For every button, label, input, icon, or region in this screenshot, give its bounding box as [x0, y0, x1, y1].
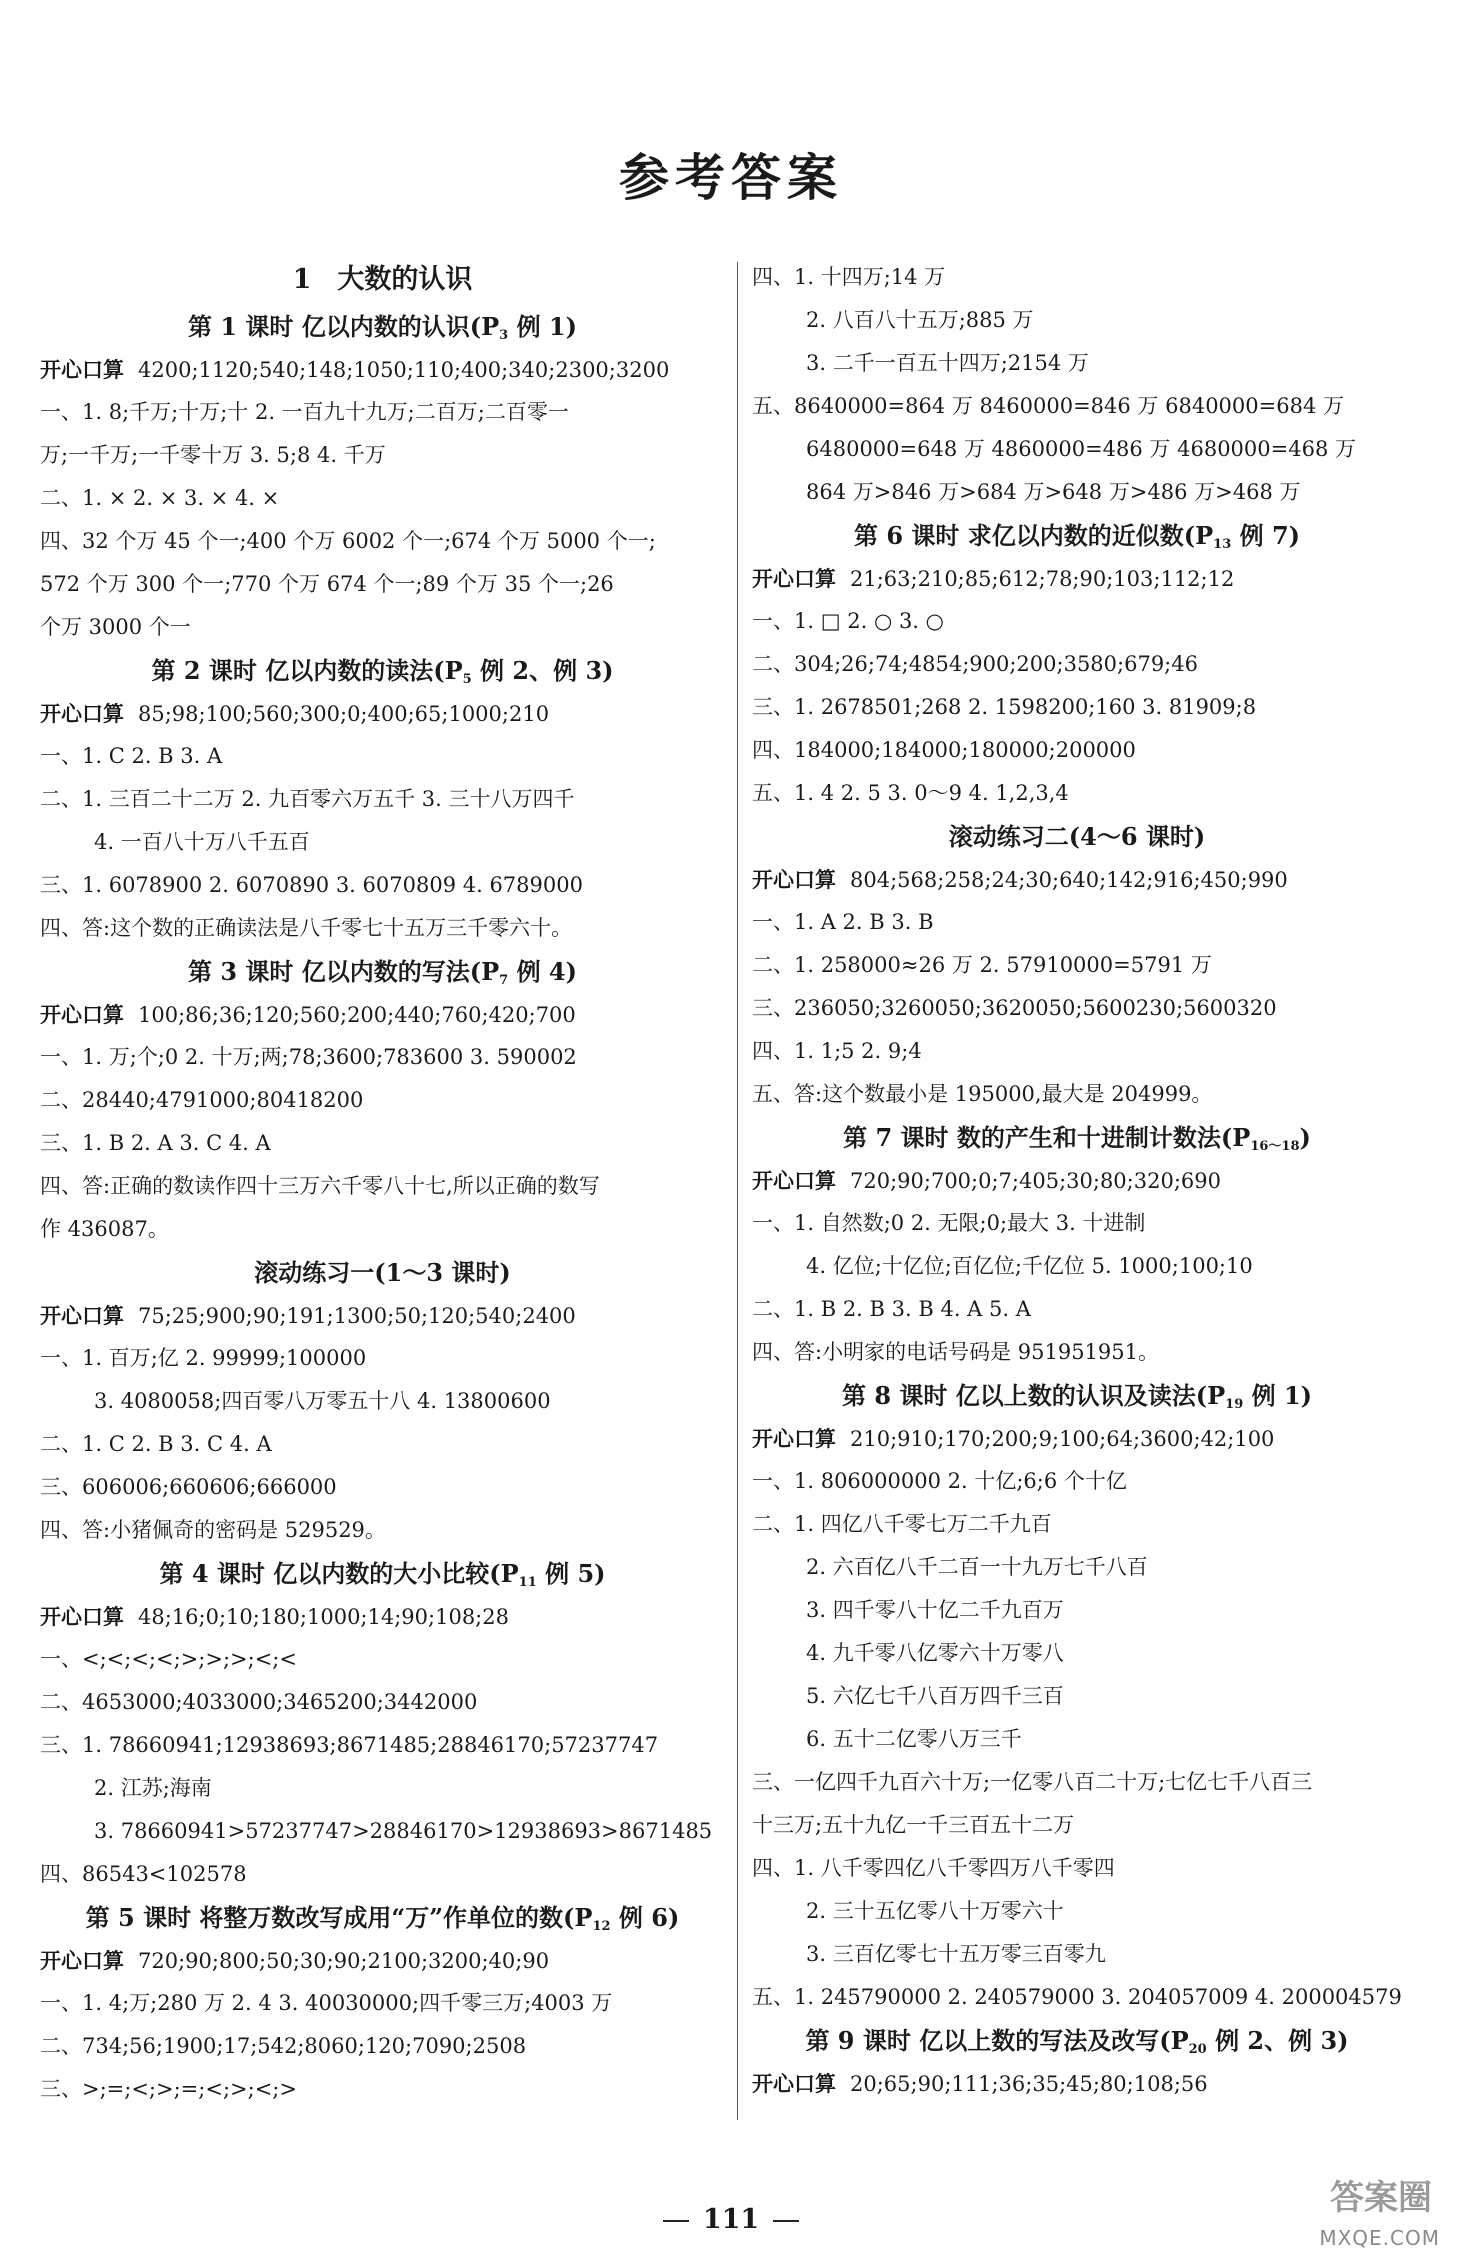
heading-subscript: 3	[499, 328, 509, 343]
answer-line	[752, 1460, 1402, 1503]
heading-text: 第 3 课时 亿以内数的写法(P	[188, 957, 500, 986]
answer-text: 3. 78660941>57237747>28846170>12938693>8671485	[94, 1819, 713, 1843]
answer-line	[752, 901, 1402, 944]
answer-text: 21;63;210;85;612;78;90;103;112;12	[850, 567, 1235, 591]
answer-label: 开心口算	[40, 1948, 124, 1973]
answer-text: 720;90;800;50;30;90;2100;3200;40;90	[138, 1949, 550, 1973]
answer-text: 三、一亿四千九百六十万;一亿零八百二十万;七亿七千八百三	[752, 1770, 1313, 1794]
answer-line	[40, 1939, 725, 1982]
heading-subscript: 16～18	[1250, 1139, 1300, 1154]
answer-label: 开心口算	[752, 2071, 836, 2096]
page-number-text: 111	[702, 2204, 760, 2235]
chapter-heading	[40, 255, 725, 305]
answer-line	[752, 772, 1402, 815]
answer-line	[752, 2062, 1402, 2105]
answer-label: 开心口算	[752, 1426, 836, 1451]
answer-line	[40, 1767, 725, 1810]
answer-text: 一、1. 806000000 2. 十亿;6;6 个十亿	[752, 1469, 1127, 1493]
answer-text: 85;98;100;560;300;0;400;65;1000;210	[138, 702, 550, 726]
answer-line	[40, 1595, 725, 1638]
heading-text-end: 例 5)	[536, 1559, 606, 1588]
answer-line	[40, 907, 725, 950]
answer-text: 864 万>846 万>684 万>648 万>486 万>468 万	[806, 480, 1301, 504]
answer-text: 4. 九千零八亿零六十万零八	[806, 1641, 1064, 1665]
answer-line	[40, 434, 725, 477]
heading-text-end: 例 6)	[610, 1903, 680, 1932]
section-heading	[752, 1374, 1402, 1417]
answer-text: 720;90;700;0;7;405;30;80;320;690	[850, 1169, 1221, 1193]
heading-text: 第 4 课时 亿以内数的大小比较(P	[159, 1559, 519, 1588]
answer-label: 开心口算	[752, 1168, 836, 1193]
dash-left	[663, 2220, 689, 2222]
heading-subscript: 12	[592, 1919, 611, 1934]
answer-line	[40, 1466, 725, 1509]
answer-line	[752, 1890, 1402, 1933]
answer-text: 3. 二千一百五十四万;2154 万	[806, 351, 1089, 375]
answer-text: 6. 五十二亿零八万三千	[806, 1727, 1022, 1751]
answer-line	[752, 1976, 1402, 2019]
answer-text: 三、236050;3260050;3620050;5600230;5600320	[752, 996, 1277, 1020]
answer-label: 开心口算	[40, 1002, 124, 1027]
answer-text: 四、答:小猪佩奇的密码是 529529。	[40, 1518, 386, 1542]
heading-subscript: 5	[462, 672, 472, 687]
answer-line	[40, 391, 725, 434]
answer-line	[752, 1632, 1402, 1675]
heading-text: 滚动练习二(4～6 课时)	[948, 822, 1206, 851]
answer-line	[752, 1804, 1402, 1847]
answer-line	[40, 1079, 725, 1122]
answer-text: 二、4653000;4033000;3465200;3442000	[40, 1690, 478, 1714]
heading-subscript: 7	[499, 973, 509, 988]
answer-text: 一、1. A 2. B 3. B	[752, 910, 934, 934]
answer-line	[752, 944, 1402, 987]
answer-text: 48;16;0;10;180;1000;14;90;108;28	[138, 1605, 509, 1629]
answer-text: 一、1. 4;万;280 万 2. 4 3. 40030000;四千零三万;4003 万	[40, 1991, 613, 2015]
answer-line	[752, 686, 1402, 729]
section-heading	[40, 950, 725, 993]
answer-text: 二、1. C 2. B 3. C 4. A	[40, 1432, 272, 1456]
answer-line	[40, 864, 725, 907]
answer-text: 2. 六百亿八千二百一十九万七千八百	[806, 1555, 1148, 1579]
answer-line	[752, 1503, 1402, 1546]
section-heading	[40, 1251, 725, 1294]
answer-line	[752, 1933, 1402, 1976]
answer-text: 三、1. B 2. A 3. C 4. A	[40, 1131, 271, 1155]
answer-line	[40, 1853, 725, 1896]
answer-line	[40, 1036, 725, 1079]
answer-line	[40, 1294, 725, 1337]
heading-text: 第 5 课时 将整万数改写成用“万”作单位的数(P	[85, 1903, 593, 1932]
answer-line	[40, 2025, 725, 2068]
answer-line	[40, 606, 725, 649]
answer-line	[752, 1030, 1402, 1073]
answer-text: 四、1. 1;5 2. 9;4	[752, 1039, 922, 1063]
answer-text: 2. 江苏;海南	[94, 1776, 212, 1800]
answer-line	[752, 1718, 1402, 1761]
answer-line	[752, 729, 1402, 772]
answer-text: 四、32 个万 45 个一;400 个万 6002 个一;674 个万 5000 个一;	[40, 529, 656, 553]
heading-text-end: 例 2、例 3)	[1206, 2026, 1349, 2055]
answer-text: 二、1. 258000≈26 万 2. 57910000=5791 万	[752, 953, 1212, 977]
answer-line	[40, 778, 725, 821]
answer-line	[752, 557, 1402, 600]
answer-text: 万;一千万;一千零十万 3. 5;8 4. 千万	[40, 443, 386, 467]
answer-text: 二、28440;4791000;80418200	[40, 1088, 364, 1112]
answer-line	[40, 993, 725, 1036]
answer-line	[752, 643, 1402, 686]
answer-text: 三、1. 2678501;268 2. 1598200;160 3. 81909;8	[752, 695, 1257, 719]
answer-text: 三、606006;660606;666000	[40, 1475, 337, 1499]
answer-label: 开心口算	[752, 867, 836, 892]
section-heading	[40, 1896, 725, 1939]
answer-text: 四、1. 十四万;14 万	[752, 265, 946, 289]
section-heading	[752, 2019, 1402, 2062]
answer-label: 开心口算	[40, 701, 124, 726]
answer-text: 一、1. 自然数;0 2. 无限;0;最大 3. 十进制	[752, 1211, 1146, 1235]
answer-text: 五、1. 4 2. 5 3. 0～9 4. 1,2,3,4	[752, 781, 1069, 805]
heading-text-end: )	[1299, 1123, 1311, 1152]
answer-text: 四、答:正确的数读作四十三万六千零八十七,所以正确的数写	[40, 1174, 600, 1198]
heading-subscript: 19	[1225, 1397, 1244, 1412]
answer-text: 五、答:这个数最小是 195000,最大是 204999。	[752, 1082, 1213, 1106]
heading-subscript: 11	[518, 1575, 537, 1590]
answer-line	[752, 1202, 1402, 1245]
answer-text: 100;86;36;120;560;200;440;760;420;700	[138, 1003, 576, 1027]
section-heading	[40, 1552, 725, 1595]
answer-line	[752, 256, 1402, 299]
answer-line	[752, 1331, 1402, 1374]
answer-text: 二、1. 四亿八千零七万二千九百	[752, 1512, 1052, 1536]
column-divider	[737, 262, 738, 2120]
answer-text: 一、1. 百万;亿 2. 99999;100000	[40, 1346, 367, 1370]
answer-label: 开心口算	[40, 1604, 124, 1629]
answer-text: 3. 4080058;四百零八万零五十八 4. 13800600	[94, 1389, 551, 1413]
answer-text: 3. 三百亿零七十五万零三百零九	[806, 1942, 1106, 1966]
answer-line	[40, 1208, 725, 1251]
dash-right	[773, 2220, 799, 2222]
answer-text: 804;568;258;24;30;640;142;916;450;990	[850, 868, 1288, 892]
heading-text: 第 2 课时 亿以内数的读法(P	[151, 656, 463, 685]
chapter-title: 大数的认识	[337, 264, 473, 295]
left-column	[40, 255, 725, 2111]
answer-line	[40, 563, 725, 606]
watermark-logo: 答案圈	[1330, 2178, 1432, 2218]
section-heading	[752, 1116, 1402, 1159]
answer-line	[40, 1724, 725, 1767]
answer-line	[752, 1675, 1402, 1718]
answer-line	[752, 1288, 1402, 1331]
answer-line	[40, 2068, 725, 2111]
page-number	[0, 2204, 1462, 2235]
answer-line	[752, 858, 1402, 901]
answer-text: 一、<;<;<;<;>;>;>;<;<	[40, 1647, 297, 1671]
heading-text: 第 6 课时 求亿以内数的近似数(P	[853, 521, 1214, 550]
answer-text: 三、1. 6078900 2. 6070890 3. 6070809 4. 6789000	[40, 873, 583, 897]
answer-text: 二、304;26;74;4854;900;200;3580;679;46	[752, 652, 1198, 676]
answer-text: 20;65;90;111;36;35;45;80;108;56	[850, 2072, 1208, 2096]
answer-line	[40, 1423, 725, 1466]
answer-line	[40, 520, 725, 563]
answer-line	[752, 1073, 1402, 1116]
section-heading	[40, 305, 725, 348]
answer-text: 十三万;五十九亿一千三百五十二万	[752, 1813, 1075, 1837]
answer-text: 75;25;900;90;191;1300;50;120;540;2400	[138, 1304, 576, 1328]
answer-line	[40, 1337, 725, 1380]
answer-line	[40, 1638, 725, 1681]
answer-text: 572 个万 300 个一;770 个万 674 个一;89 个万 35 个一;26	[40, 572, 614, 596]
answer-line	[752, 1589, 1402, 1632]
answer-text: 二、1. 三百二十二万 2. 九百零六万五千 3. 三十八万四千	[40, 787, 575, 811]
answer-text: 四、184000;184000;180000;200000	[752, 738, 1136, 762]
answer-text: 五、8640000=864 万 8460000=846 万 6840000=684 万	[752, 394, 1344, 418]
answer-text: 4200;1120;540;148;1050;110;400;340;2300;3200	[138, 358, 670, 382]
heading-text-end: 例 1)	[1243, 1381, 1313, 1410]
answer-text: 一、1. 8;千万;十万;十 2. 一百九十九万;二百万;二百零一	[40, 400, 569, 424]
answer-line	[40, 1810, 725, 1853]
watermark-site: MXQE.COM	[1319, 2226, 1440, 2250]
answer-text: 四、答:小明家的电话号码是 951951951。	[752, 1340, 1159, 1364]
answer-text: 二、1. × 2. × 3. × 4. ×	[40, 486, 280, 510]
answer-line	[752, 600, 1402, 643]
heading-subscript: 20	[1188, 2042, 1207, 2057]
answer-line	[752, 1417, 1402, 1460]
answer-label: 开心口算	[40, 1303, 124, 1328]
answer-line	[752, 428, 1402, 471]
section-heading	[752, 815, 1402, 858]
answer-text: 6480000=648 万 4860000=486 万 4680000=468 万	[806, 437, 1356, 461]
answer-line	[752, 1847, 1402, 1890]
answer-text: 二、734;56;1900;17;542;8060;120;7090;2508	[40, 2034, 527, 2058]
answer-text: 一、1. C 2. B 3. A	[40, 744, 223, 768]
answer-line	[40, 348, 725, 391]
heading-text: 第 9 课时 亿以上数的写法及改写(P	[805, 2026, 1189, 2055]
answer-line	[752, 299, 1402, 342]
answer-line	[40, 1380, 725, 1423]
answer-line	[40, 1982, 725, 2025]
answer-text: 一、1. 万;个;0 2. 十万;两;78;3600;783600 3. 590002	[40, 1045, 577, 1069]
answer-text: 四、86543<102578	[40, 1862, 247, 1886]
answer-line	[40, 477, 725, 520]
answer-text: 2. 三十五亿零八十万零六十	[806, 1899, 1064, 1923]
answer-text: 个万 3000 个一	[40, 615, 191, 639]
answer-text: 4. 一百八十万八千五百	[94, 830, 310, 854]
right-column	[752, 256, 1402, 2105]
answer-line	[752, 987, 1402, 1030]
heading-text-end: 例 7)	[1231, 521, 1301, 550]
answer-line	[40, 1165, 725, 1208]
answer-line	[752, 1159, 1402, 1202]
answer-line	[40, 692, 725, 735]
heading-text: 第 8 课时 亿以上数的认识及读法(P	[841, 1381, 1226, 1410]
heading-text-end: 例 2、例 3)	[471, 656, 614, 685]
heading-text-end: 例 1)	[508, 312, 577, 341]
watermark	[1270, 2170, 1440, 2250]
answer-text: 三、>;=;<;>;=;<;>;<;>	[40, 2077, 297, 2101]
heading-text-end: 例 4)	[508, 957, 577, 986]
answer-line	[40, 821, 725, 864]
answer-label: 开心口算	[752, 566, 836, 591]
answer-text: 五、1. 245790000 2. 240579000 3. 204057009 4. 200004579	[752, 1985, 1402, 2009]
answer-label: 开心口算	[40, 357, 124, 382]
answer-text: 210;910;170;200;9;100;64;3600;42;100	[850, 1427, 1275, 1451]
section-heading	[40, 649, 725, 692]
answer-line	[752, 342, 1402, 385]
answer-text: 二、1. B 2. B 3. B 4. A 5. A	[752, 1297, 1031, 1321]
answer-line	[40, 1681, 725, 1724]
chapter-number: 1	[292, 264, 312, 295]
answer-line	[40, 1509, 725, 1552]
answer-text: 2. 八百八十五万;885 万	[806, 308, 1034, 332]
section-heading	[752, 514, 1402, 557]
heading-text: 滚动练习一(1～3 课时)	[254, 1258, 511, 1287]
answer-text: 四、1. 八千零四亿八千零四万八千零四	[752, 1856, 1115, 1880]
answer-text: 三、1. 78660941;12938693;8671485;28846170;57237747	[40, 1733, 659, 1757]
answer-text: 5. 六亿七千八百万四千三百	[806, 1684, 1064, 1708]
answer-text: 3. 四千零八十亿二千九百万	[806, 1598, 1064, 1622]
heading-text: 第 1 课时 亿以内数的认识(P	[188, 312, 500, 341]
answer-text: 四、答:这个数的正确读法是八千零七十五万三千零六十。	[40, 916, 573, 940]
answer-text: 一、1. □ 2. ○ 3. ○	[752, 609, 944, 633]
answer-line	[40, 1122, 725, 1165]
heading-text: 第 7 课时 数的产生和十进制计数法(P	[843, 1123, 1251, 1152]
answer-line	[752, 1761, 1402, 1804]
answer-text: 4. 亿位;十亿位;百亿位;千亿位 5. 1000;100;10	[806, 1254, 1253, 1278]
answer-line	[752, 471, 1402, 514]
answer-text: 作 436087。	[40, 1217, 169, 1241]
page-title: 参考答案	[619, 148, 843, 207]
heading-subscript: 13	[1213, 537, 1232, 552]
answer-line	[752, 1546, 1402, 1589]
answer-line	[752, 1245, 1402, 1288]
answer-line	[752, 385, 1402, 428]
answer-line	[40, 735, 725, 778]
